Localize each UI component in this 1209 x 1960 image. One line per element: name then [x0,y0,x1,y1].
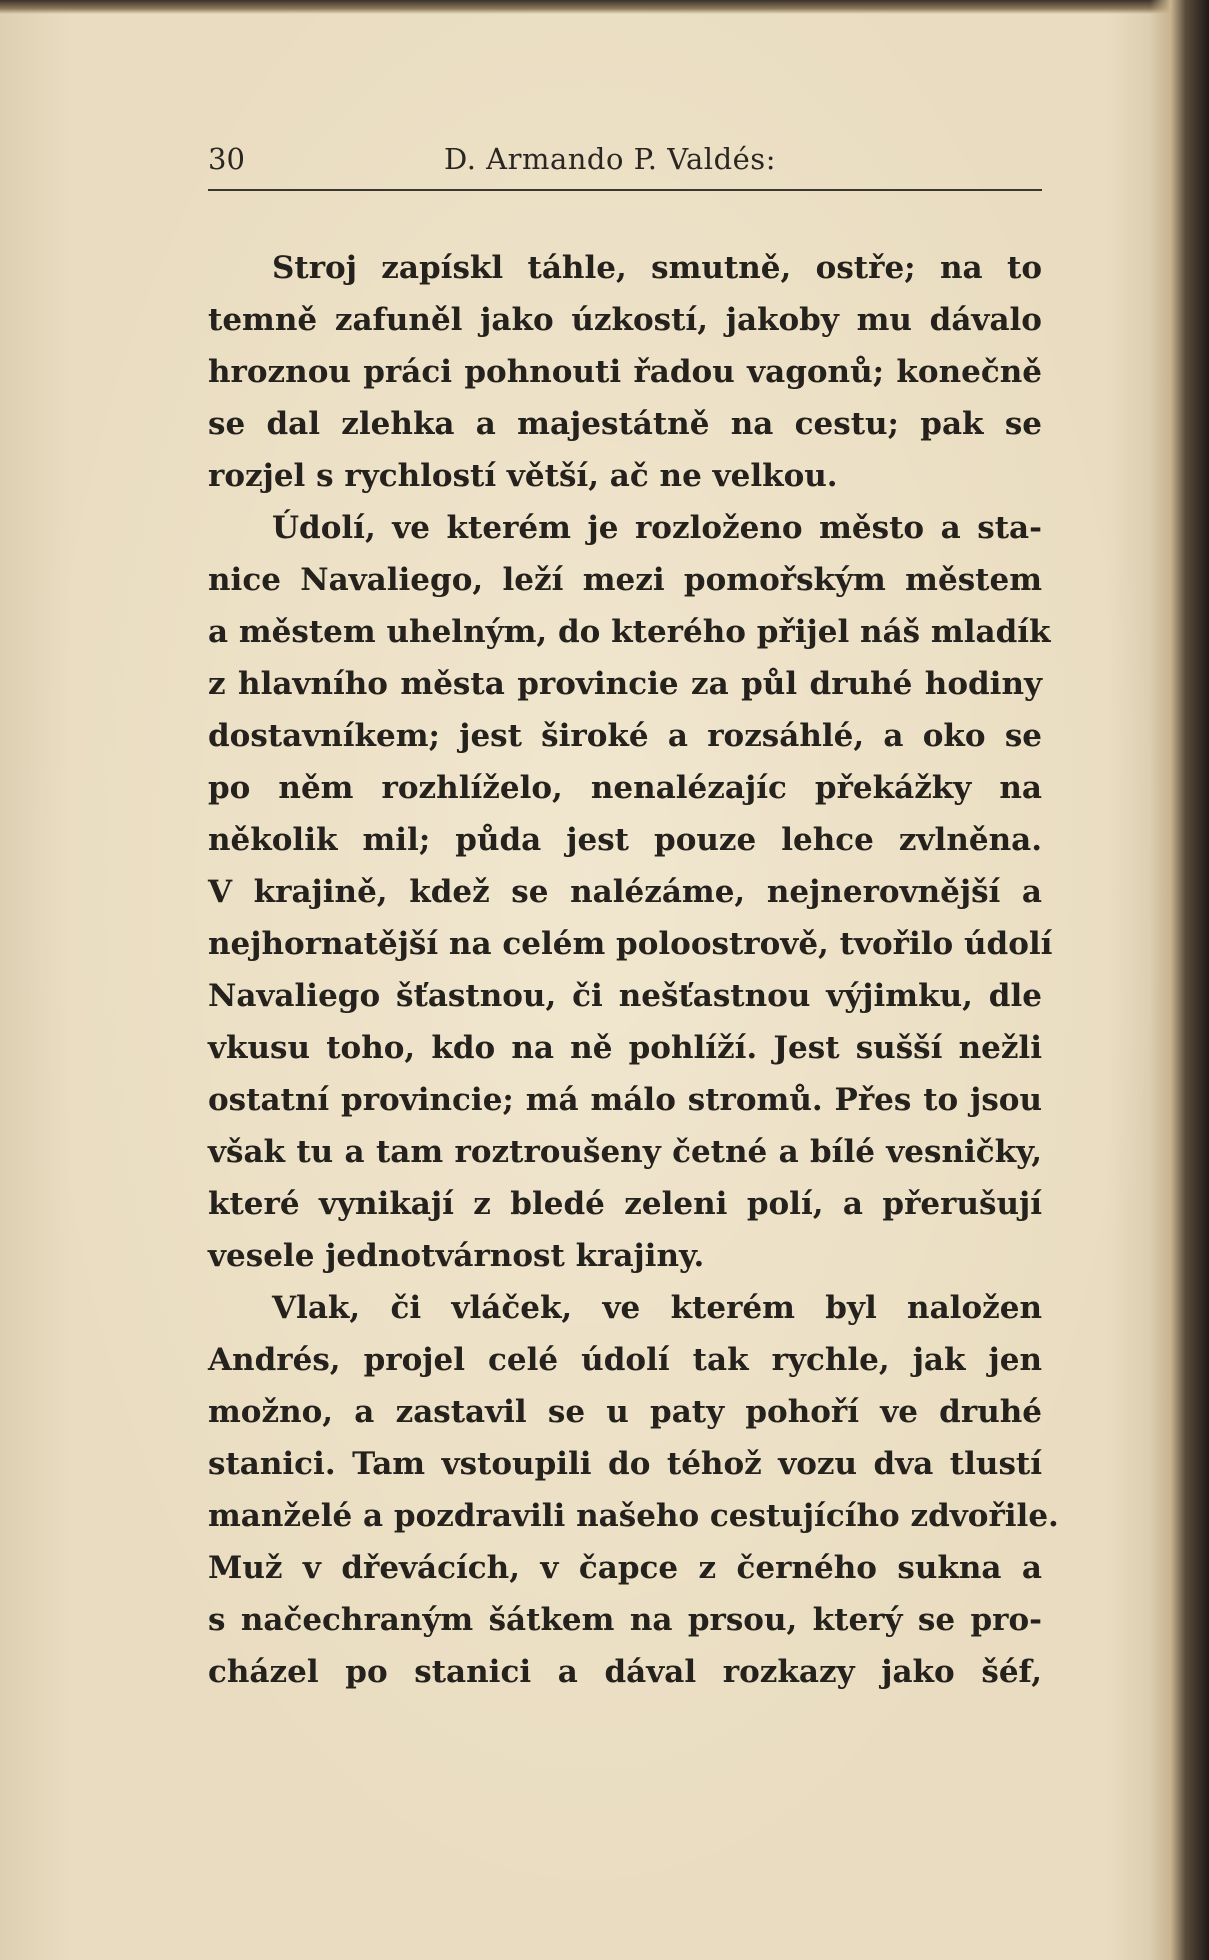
text-line: po něm rozhlíželo, nenalézajíc překážky na [208,770,1042,806]
text-line: dostavníkem; jest široké a rozsáhlé, a oko se [208,718,1042,754]
text-line: Muž v dřevácích, v čapce z černého sukna a [208,1550,1042,1586]
page-header [208,140,1042,186]
text-line: Údolí, ve kterém je rozloženo město a sta- [272,510,1042,546]
text-line: cházel po stanici a dával rozkazy jako šéf, [208,1654,1042,1690]
text-line: Vlak, či vláček, ve kterém byl naložen [272,1290,1042,1326]
header-rule [208,189,1042,191]
text-line: vkusu toho, kdo na ně pohlíží. Jest sušší nežli [208,1030,1042,1066]
text-line: Andrés, projel celé údolí tak rychle, jak jen [208,1342,1042,1378]
text-line: s načechraným šátkem na prsou, který se pro- [208,1602,1042,1638]
text-line: z hlavního města provincie za půl druhé hodiny [208,666,1042,702]
text-line: ostatní provincie; má málo stromů. Přes to jsou [208,1082,1042,1118]
text-line: které vynikají z bledé zeleni polí, a přerušují [208,1186,1042,1222]
text-line: rozjel s rychlostí větší, ač ne velkou. [208,458,838,494]
text-line: manželé a pozdravili našeho cestujícího zdvořile. [208,1498,1059,1534]
text-line: Navaliego šťastnou, či nešťastnou výjimku, dle [208,978,1042,1014]
text-line: temně zafuněl jako úzkostí, jakoby mu dávalo [208,302,1042,338]
text-line: a městem uhelným, do kterého přijel náš mladík [208,614,1051,650]
text-line: stanici. Tam vstoupili do téhož vozu dva tlustí [208,1446,1042,1482]
text-line: hroznou práci pohnouti řadou vagonů; konečně [208,354,1042,390]
text-line: však tu a tam roztroušeny četné a bílé vesničky, [208,1134,1042,1170]
page-number: 30 [208,142,245,176]
text-line: možno, a zastavil se u paty pohoří ve druhé [208,1394,1042,1430]
text-line: vesele jednotvárnost krajiny. [208,1238,705,1274]
text-line: nejhornatější na celém poloostrově, tvořilo údolí [208,926,1053,962]
text-line: se dal zlehka a majestátně na cestu; pak se [208,406,1042,442]
text-line: Stroj zapískl táhle, smutně, ostře; na to [272,250,1042,286]
book-spine-edge [1150,0,1209,1960]
body-text [208,242,1059,1698]
running-head: D. Armando P. Valdés: [444,142,776,176]
text-line: několik mil; půda jest pouze lehce zvlněna. [208,822,1042,858]
text-line: nice Navaliego, leží mezi pomořským městem [208,562,1042,598]
page-top-edge [0,0,1178,14]
text-line: V krajině, kdež se nalézáme, nejnerovnější a [208,874,1042,910]
